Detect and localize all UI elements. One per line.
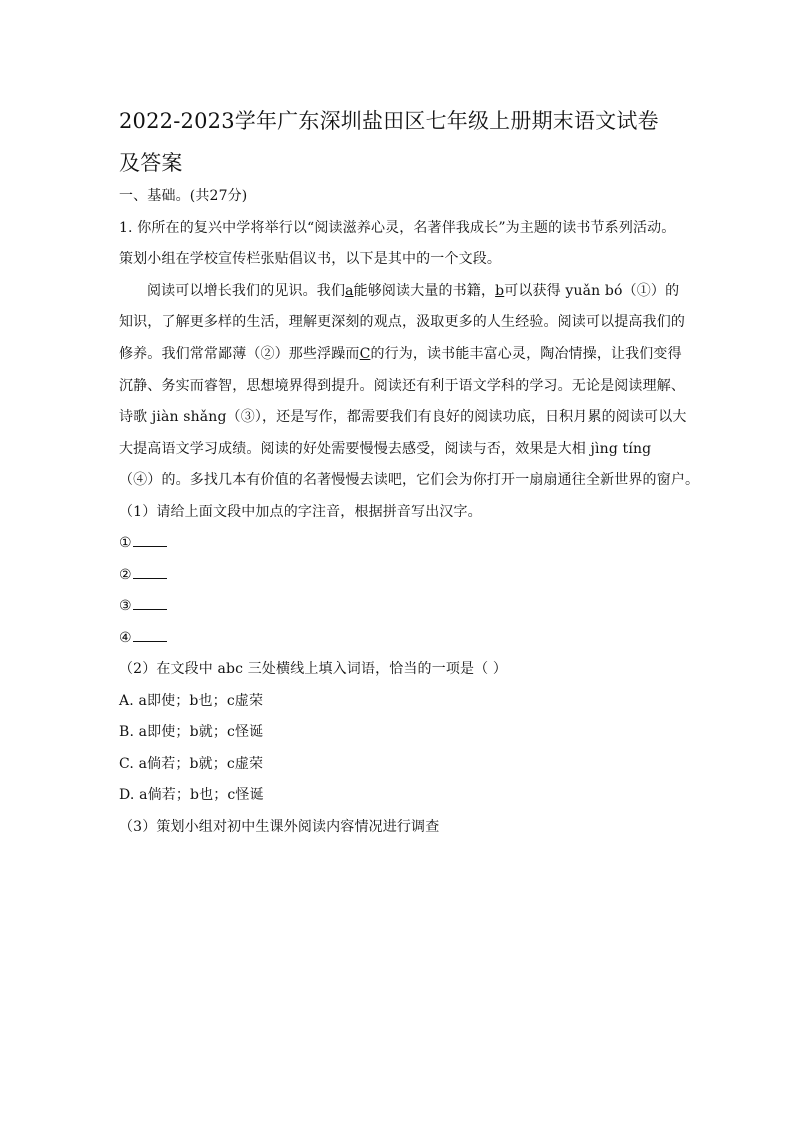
blank-line[interactable] xyxy=(133,534,167,547)
passage-line xyxy=(119,344,682,364)
passage-line: 大提高语文学习成绩。阅读的好处需要慢慢去感受，阅读与否，效果是大相 jìng tíng xyxy=(119,441,652,457)
option-b[interactable]: B. a即使；b就；c怪诞 xyxy=(119,724,264,740)
section-heading: 一、基础。(共27分) xyxy=(119,188,248,204)
option-c[interactable]: C. a倘若；b就；c虚荣 xyxy=(119,756,264,772)
question-intro-line: 1. 你所在的复兴中学将举行以“阅读滋养心灵，名著伴我成长”为主题的读书节系列活动。 xyxy=(119,220,676,236)
page-title: 2022-2023学年广东深圳盐田区七年级上册期末语文试卷及答案 xyxy=(119,109,659,175)
option-d[interactable]: D. a倘若；b也；c怪诞 xyxy=(119,787,264,803)
passage-line: （④）的。多找几本有价值的名著慢慢去读吧，它们会为你打开一扇扇通往全新世界的窗户。 xyxy=(119,472,700,488)
passage-text: 能够阅读大量的书籍， xyxy=(353,283,496,299)
passage-text: 阅读可以增长我们的见识。我们 xyxy=(147,283,346,299)
passage-text: 修养。我们常常鄙薄（②）那些浮躁而 xyxy=(119,346,360,362)
blank-number: ③ xyxy=(119,598,132,614)
option-a[interactable]: A. a即使；b也；c虚荣 xyxy=(119,693,264,709)
passage-line xyxy=(147,281,679,301)
passage-text: 的行为，读书能丰富心灵，陶冶情操，让我们变得 xyxy=(370,346,682,362)
answer-blank-2[interactable] xyxy=(119,565,167,585)
blank-number: ① xyxy=(119,535,132,551)
answer-blank-3[interactable] xyxy=(119,596,167,616)
blank-marker-b: b xyxy=(495,283,505,299)
question-intro-line: 策划小组在学校宣传栏张贴倡议书，以下是其中的一个文段。 xyxy=(119,251,502,267)
answer-blank-4[interactable] xyxy=(119,628,167,648)
blank-marker-a: a xyxy=(345,283,354,299)
passage-text: 可以获得 yuǎn bó（①）的 xyxy=(504,283,680,299)
answer-blank-1[interactable] xyxy=(119,533,167,553)
blank-line[interactable] xyxy=(133,629,167,642)
blank-line[interactable] xyxy=(133,597,167,610)
sub-question-2: （2）在文段中 abc 三处横线上填入词语，恰当的一项是（ ） xyxy=(119,661,508,677)
blank-line[interactable] xyxy=(133,566,167,579)
passage-line: 知识，了解更多样的生活，理解更深刻的观点，汲取更多的人生经验。阅读可以提高我们的 xyxy=(119,314,685,330)
passage-line: 沉静、务实而睿智，思想境界得到提升。阅读还有利于语文学科的学习。无论是阅读理解、 xyxy=(119,378,685,394)
blank-number: ④ xyxy=(119,630,132,646)
blank-marker-c: C xyxy=(359,346,371,362)
sub-question-3: （3）策划小组对初中生课外阅读内容情况进行调查 xyxy=(119,819,440,835)
blank-number: ② xyxy=(119,567,132,583)
passage-line: 诗歌 jiàn shǎng（③），还是写作，都需要我们有良好的阅读功底，日积月累的阅读可以大 xyxy=(119,409,687,425)
sub-question-1: （1）请给上面文段中加点的字注音，根据拼音写出汉字。 xyxy=(119,504,482,520)
